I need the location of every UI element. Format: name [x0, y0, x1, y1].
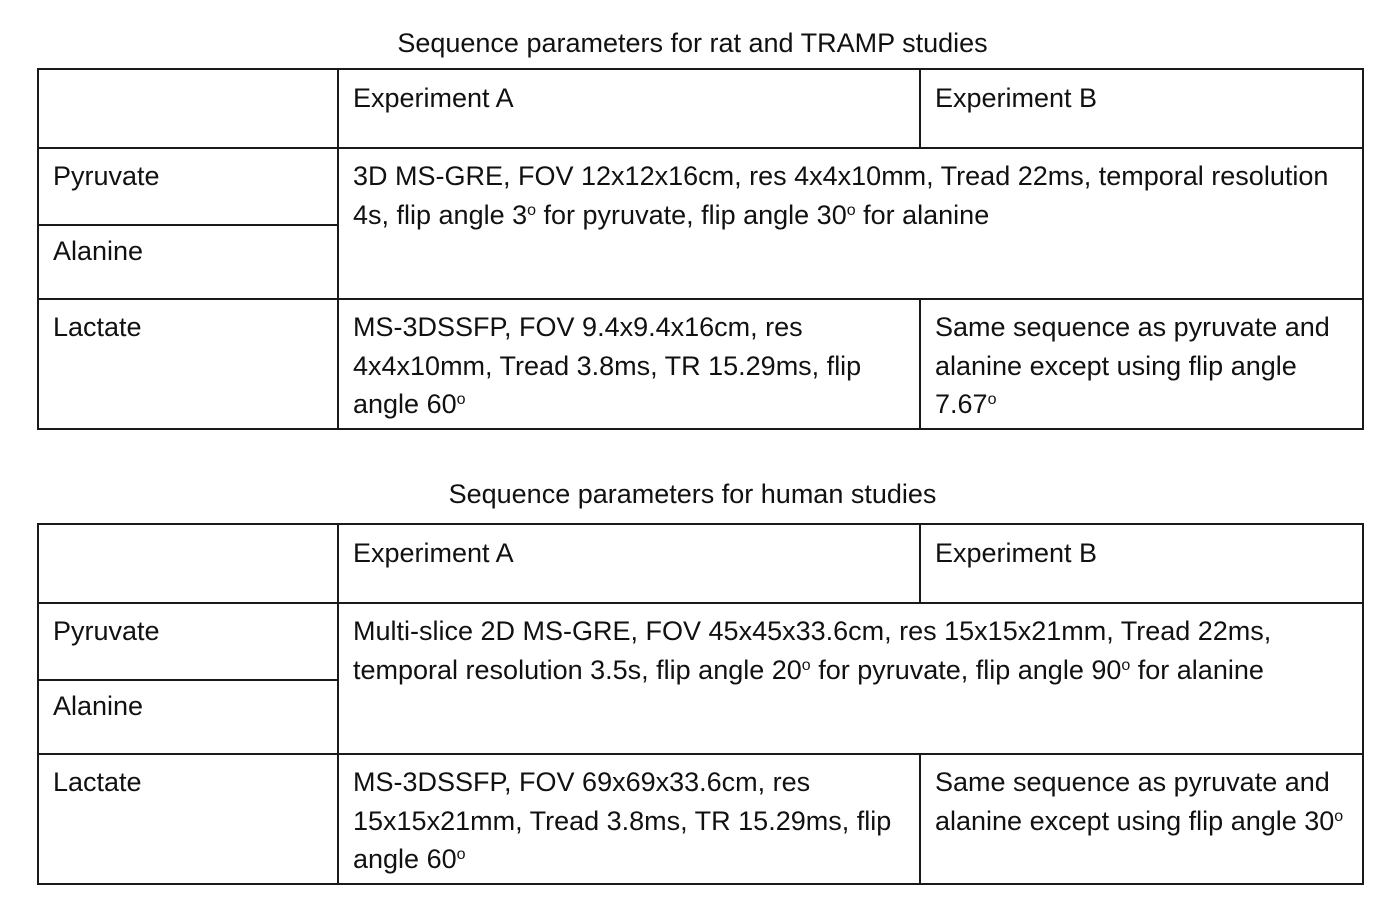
table2-header-empty-cell [38, 524, 338, 603]
table1-lactate-experiment-a [338, 299, 920, 429]
table2 [37, 523, 1364, 885]
table2-shared-seq-text-2: for pyruvate, flip angle 90 [810, 654, 1122, 685]
degree-sup: o [456, 846, 466, 863]
table2-alanine-label: Alanine [38, 680, 338, 754]
table1-header-experiment-a: Experiment A [338, 69, 920, 148]
table2-shared-seq-text-1: Multi-slice 2D MS-GRE, FOV 45x45x33.6cm, res 15x15x21mm, Tread 22ms, temporal resolution 3.5s, flip angle 20 [353, 616, 1272, 685]
table1 [37, 68, 1364, 430]
table2-pyruvate-label: Pyruvate [38, 603, 338, 680]
table2-header-experiment-b: Experiment B [920, 524, 1363, 603]
degree-sup: o [1334, 807, 1344, 825]
table1-pyruvate-label: Pyruvate [38, 148, 338, 225]
degree-sup: o [846, 201, 856, 219]
table1-caption: Sequence parameters for rat and TRAMP studies [397, 28, 988, 58]
table1-shared-sequence-cell [338, 148, 1363, 299]
table2-row-lactate [38, 754, 1363, 884]
table2-row-pyruvate [38, 603, 1363, 680]
table1-lactate-b-text: Same sequence as pyruvate and alanine except using flip angle 7.67 [935, 312, 1330, 419]
table1-header-row [38, 69, 1363, 148]
table1-shared-seq-text-3: for alanine [855, 199, 990, 230]
table2-lactate-b-text: Same sequence as pyruvate and alanine except using flip angle 30 [935, 767, 1335, 836]
table2-lactate-experiment-a [338, 754, 920, 884]
table1-lactate-label: Lactate [38, 299, 338, 429]
degree-sup: o [1121, 656, 1131, 674]
table1-shared-seq-text-2: for pyruvate, flip angle 30 [536, 199, 847, 230]
table2-lactate-label: Lactate [38, 754, 338, 884]
table2-header-row [38, 524, 1363, 603]
table2-shared-seq-text-3: for alanine [1130, 654, 1264, 685]
degree-sup: o [527, 201, 537, 219]
table2-caption: Sequence parameters for human studies [448, 479, 937, 509]
table1-header-experiment-b: Experiment B [920, 69, 1363, 148]
table1-lactate-experiment-b [920, 299, 1363, 429]
table2-shared-sequence-cell [338, 603, 1363, 754]
table1-lactate-a-text: MS-3DSSFP, FOV 9.4x9.4x16cm, res 4x4x10mm, Tread 3.8ms, TR 15.29ms, flip angle 60 [353, 312, 862, 419]
degree-sup: o [456, 391, 466, 408]
degree-sup: o [987, 391, 997, 408]
table1-shared-seq-text-1: 3D MS-GRE, FOV 12x12x16cm, res 4x4x10mm, Tread 22ms, temporal resolution 4s, flip angle 3 [353, 161, 1329, 230]
table1-row-lactate [38, 299, 1363, 429]
table2-lactate-experiment-b [920, 754, 1363, 884]
degree-sup: o [801, 656, 811, 674]
table2-lactate-a-text: MS-3DSSFP, FOV 69x69x33.6cm, res 15x15x21mm, Tread 3.8ms, TR 15.29ms, flip angle 60 [353, 767, 892, 874]
table2-header-experiment-a: Experiment A [338, 524, 920, 603]
table1-row-pyruvate [38, 148, 1363, 225]
table1-alanine-label: Alanine [38, 225, 338, 299]
table1-header-empty-cell [38, 69, 338, 148]
